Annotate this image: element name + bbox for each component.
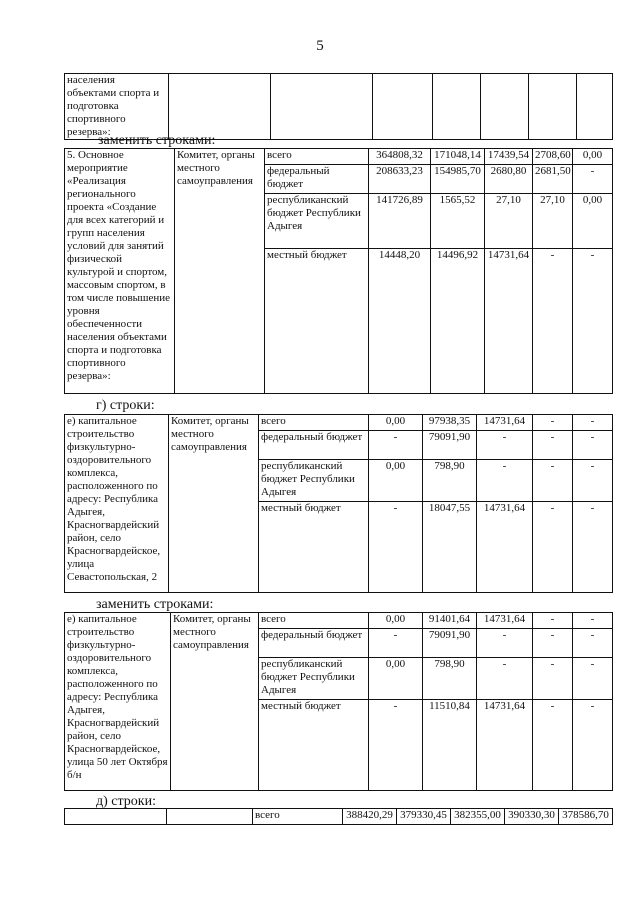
value-cell: 2708,60	[533, 149, 573, 165]
value-cell: -	[573, 165, 613, 194]
value-cell: -	[573, 658, 613, 700]
value-cell: 97938,35	[423, 415, 477, 431]
value-cell: -	[573, 502, 613, 593]
measure-description: е) капитальное строительство физкультурно-оздоровительного комплекса, расположенного по адресу: Республика Адыгея, Красногвардейский район, село Красногвардейское, улица 50 лет Октября б/н	[65, 613, 171, 791]
value-cell: 14731,64	[477, 415, 533, 431]
value-cell: -	[533, 249, 573, 394]
value-cell: -	[369, 502, 423, 593]
table-measure-5	[64, 148, 613, 394]
value-cell: 1565,52	[431, 194, 485, 249]
value-cell: 208633,23	[369, 165, 431, 194]
value-cell: -	[533, 613, 573, 629]
instruction-rows-g: г) строки:	[96, 398, 155, 413]
value-cell: 27,10	[485, 194, 533, 249]
value-cell: -	[533, 431, 573, 460]
row-label: республиканский бюджет Республики Адыгея	[259, 460, 369, 502]
instruction-rows-d: д) строки:	[96, 794, 156, 809]
measure-description: населения объектами спорта и подготовка спортивного резерва»:	[65, 74, 169, 140]
value-cell: -	[573, 613, 613, 629]
row-label: местный бюджет	[259, 502, 369, 593]
value-cell: 17439,54	[485, 149, 533, 165]
table-item-e-new	[64, 612, 613, 791]
value-cell: 0,00	[369, 658, 423, 700]
value-cell: 18047,55	[423, 502, 477, 593]
value-cell: 14731,64	[477, 700, 533, 791]
row-label: всего	[265, 149, 369, 165]
value-cell: 27,10	[533, 194, 573, 249]
value-cell: -	[533, 502, 573, 593]
value-cell: -	[573, 431, 613, 460]
table-total-row	[64, 808, 613, 825]
value-cell: 14731,64	[477, 613, 533, 629]
row-label: федеральный бюджет	[265, 165, 369, 194]
value-cell: 0,00	[369, 415, 423, 431]
table-previous-row	[64, 73, 613, 140]
value-cell: 0,00	[573, 149, 613, 165]
value-cell: 382355,00	[451, 809, 505, 825]
value-cell: 171048,14	[431, 149, 485, 165]
value-cell: 141726,89	[369, 194, 431, 249]
row-label: всего	[259, 613, 369, 629]
row-label: местный бюджет	[259, 700, 369, 791]
executor-cell: Комитет, органы местного самоуправления	[169, 415, 259, 593]
value-cell: 14731,64	[477, 502, 533, 593]
value-cell: 390330,30	[505, 809, 559, 825]
value-cell: -	[533, 629, 573, 658]
value-cell: 14731,64	[485, 249, 533, 394]
value-cell: -	[477, 460, 533, 502]
value-cell: -	[573, 460, 613, 502]
row-label: республиканский бюджет Республики Адыгея	[259, 658, 369, 700]
value-cell: 364808,32	[369, 149, 431, 165]
row-label: республиканский бюджет Республики Адыгея	[265, 194, 369, 249]
value-cell: -	[477, 658, 533, 700]
value-cell: 798,90	[423, 658, 477, 700]
value-cell: 79091,90	[423, 431, 477, 460]
measure-description: 5. Основное мероприятие «Реализация регионального проекта «Создание для всех категорий и групп населения условий для занятий физической культурой и спортом, массовым спортом, в том числе повышение уровня обеспеченности населения объектами спорта и подготовка спортивного резерва»:	[65, 149, 175, 394]
row-label: всего	[253, 809, 343, 825]
value-cell: -	[369, 629, 423, 658]
value-cell: 0,00	[369, 460, 423, 502]
value-cell: 379330,45	[397, 809, 451, 825]
measure-description: е) капитальное строительство физкультурно-оздоровительного комплекса, расположенного по адресу: Республика Адыгея, Красногвардейский район, село Красногвардейское, улица Севастопольская, 2	[65, 415, 169, 593]
value-cell: 14496,92	[431, 249, 485, 394]
value-cell: 2681,50	[533, 165, 573, 194]
value-cell: 79091,90	[423, 629, 477, 658]
value-cell: -	[533, 658, 573, 700]
value-cell: -	[533, 460, 573, 502]
value-cell: -	[369, 431, 423, 460]
value-cell: -	[533, 415, 573, 431]
row-label: местный бюджет	[265, 249, 369, 394]
page-number: 5	[316, 38, 324, 54]
value-cell: -	[477, 629, 533, 658]
value-cell: 0,00	[369, 613, 423, 629]
instruction-replace-2: заменить строками:	[96, 597, 214, 612]
table-item-e-old	[64, 414, 613, 593]
row-label: федеральный бюджет	[259, 431, 369, 460]
value-cell: -	[477, 431, 533, 460]
executor-cell: Комитет, органы местного самоуправления	[171, 613, 259, 791]
value-cell: 2680,80	[485, 165, 533, 194]
value-cell: 378586,70	[559, 809, 613, 825]
value-cell: 154985,70	[431, 165, 485, 194]
value-cell: 798,90	[423, 460, 477, 502]
value-cell: 14448,20	[369, 249, 431, 394]
value-cell: -	[573, 629, 613, 658]
row-label: всего	[259, 415, 369, 431]
instruction-replace-1: заменить строками:	[98, 133, 216, 148]
value-cell: 11510,84	[423, 700, 477, 791]
row-label: федеральный бюджет	[259, 629, 369, 658]
value-cell: -	[533, 700, 573, 791]
value-cell: 388420,29	[343, 809, 397, 825]
executor-cell: Комитет, органы местного самоуправления	[175, 149, 265, 394]
value-cell: 91401,64	[423, 613, 477, 629]
value-cell: -	[573, 415, 613, 431]
value-cell: -	[573, 249, 613, 394]
value-cell: -	[573, 700, 613, 791]
value-cell: -	[369, 700, 423, 791]
value-cell: 0,00	[573, 194, 613, 249]
